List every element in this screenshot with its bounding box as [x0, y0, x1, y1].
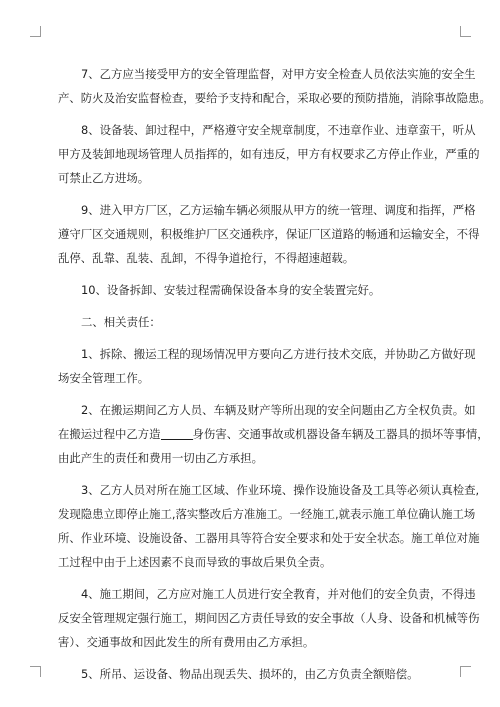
document-body [58, 62, 491, 694]
text-line: 7、乙方应当接受甲方的安全管理监督，对甲方安全检查人员依法实施的安全生 [81, 67, 476, 81]
text-line: 产、防火及治安监督检查，要给予支持和配合，采取必要的预防措施，消除事故隐患。 [58, 91, 491, 105]
text-line: 1、拆除、搬运工程的现场情况甲方要向乙方进行技术交底，并协助乙方做好现 [81, 347, 476, 361]
text-line: 害）、交通事故和因此发生的所有费用由乙方承担。 [58, 635, 315, 649]
text-line: 遵守厂区交通规则，积极维护厂区交通秩序，保证厂区道路的畅通和运输安全，不得 [58, 227, 480, 241]
text-line: 乱停、乱靠、乱装、乱卸，不得争道抢行，不得超速超载。 [58, 251, 355, 265]
responsibility-1 [58, 342, 476, 390]
clause-7 [58, 62, 491, 110]
text-line: 由此产生的责任和费用一切由乙方承担。 [58, 451, 264, 465]
text-line: 10、设备拆卸、安装过程需确保设备本身的安全装置完好。 [81, 283, 381, 297]
text-line: 甲方及装卸地现场管理人员指挥的，如有违反，甲方有权要求乙方停止作业，严重的 [58, 147, 480, 161]
clause-9 [58, 198, 480, 270]
text-line: 工过程中由于上述因素不良而导致的事故后果负全责。 [58, 555, 332, 569]
text-line: 所、作业环境、设施设备、工器用具等符合安全要求和处于安全状态。施工单位对施 [58, 531, 480, 545]
clause-10 [58, 278, 448, 302]
text-line: 5、所吊、运设备、物品出现丢失、损坏的，由乙方负责全额赔偿。 [81, 667, 419, 681]
text-after-blank: 身伤害、交通事故或机器设备车辆及工器具的损坏等事情， [192, 427, 489, 441]
crop-mark-top-left [30, 26, 41, 37]
responsibility-5 [58, 662, 448, 686]
responsibility-4 [58, 582, 480, 654]
fill-in-blank [161, 427, 193, 440]
text-line: 9、进入甲方厂区，乙方运输车辆必须服从甲方的统一管理、调度和指挥，严格 [81, 203, 476, 217]
responsibility-2 [58, 398, 489, 470]
crop-mark-bottom-right [460, 666, 471, 677]
text-line: 3、乙方人员对所在施工区域、作业环境、操作设施设备及工具等必须认真检查, [81, 483, 480, 497]
text-line: 反安全管理规定强行施工，期间因乙方责任导致的安全事故（人身、设备和机械等伤 [58, 611, 480, 625]
text-line: 2、在搬运期间乙方人员、车辆及财产等所出现的安全问题由乙方全权负责。如 [81, 403, 476, 417]
text-line: 4、施工期间，乙方应对施工人员进行安全教育，并对他们的安全负责，不得违 [81, 587, 476, 601]
section-heading-responsibilities [58, 310, 448, 334]
clause-8 [58, 118, 480, 190]
crop-mark-top-right [460, 26, 471, 37]
crop-mark-bottom-left [30, 666, 41, 677]
text-line: 场安全管理工作。 [58, 371, 150, 385]
text-line [58, 422, 489, 446]
text-line: 发现隐患立即停止施工,落实整改后方准施工。一经施工,就表示施工单位确认施工场 [58, 507, 476, 521]
section-heading: 二、相关责任： [81, 315, 161, 329]
text-before-blank: 在搬运过程中乙方造 [58, 427, 161, 441]
text-line: 8、设备装、卸过程中，严格遵守安全规章制度，不违章作业、违章蛮干，听从 [81, 123, 476, 137]
responsibility-3 [58, 478, 480, 574]
text-line: 可禁止乙方进场。 [58, 171, 150, 185]
